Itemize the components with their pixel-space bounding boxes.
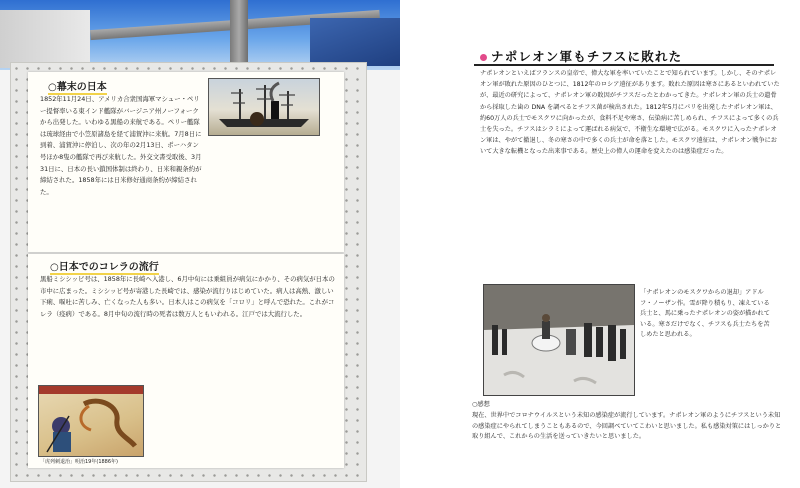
napoleon-retreat-painting — [483, 284, 635, 396]
title-rule — [474, 64, 774, 66]
thoughts-body: 現在、世界中でコロナウイルスという未知の感染症が流行しています。ナポレオン軍のようにチフスという未知の感染症にやられてしまうこともあるので、今回調べていてこわいと思いました。私も感染対策にはしっかりと取り組んで、これからの生活を送っていきたいと思いました。 — [472, 411, 782, 441]
title-bullet — [480, 54, 487, 61]
body-cholera: 黒船ミシシッピ号は、1858年に長崎へ入港し、6月中旬には乗組員が病気にかかり、その病気が日本の市中に広まった。ミシシッピ号が寄港した長崎では、感染が流行りはじめていた。病人は高熱、激しい下痢、嘔吐に苦しみ、亡くなった人も多い。日本人はこの病気を「コロリ」と呼んで恐れた。これがコレラ（疫病）である。8月中旬の流行時の死者は数万人ともいわれる。江戸では大流行した。 — [40, 275, 335, 318]
building-wall — [0, 10, 90, 68]
ukiyoe-caption: 「虎列刺退治」明治19年(1886年) — [40, 459, 118, 465]
cholera-ukiyoe-illustration — [38, 385, 144, 457]
painting-drawing — [484, 285, 634, 395]
black-ship-illustration — [208, 78, 320, 136]
thoughts-heading: ○感想 — [472, 401, 490, 408]
title-text: ナポレオン軍もチフスに敗れた — [491, 49, 683, 64]
body-bakumatsu-part1 — [40, 94, 204, 198]
right-title — [480, 47, 682, 65]
ukiyoe-drawing — [39, 386, 143, 456]
ship-drawing — [209, 79, 319, 135]
steel-pillar — [230, 0, 248, 68]
heading-bakumatsu: ○幕末の日本 — [48, 78, 107, 95]
body-bakumatsu: 1852年11月24日、アメリカ合衆国海軍マシュー・ペリー提督率いる東インド艦隊がバージニア州ノーフォークから出発した。いわゆる黒船の来航である。ペリー艦隊は琉球経由で小笠原諸島を経て浦賀沖に来航。7月8日に到着、浦賀沖に停泊し、次の年の2月13日、ポーハタン号ほか8隻の艦隊で再び来航した。外交文書受取後、3月31日に、日本の長い鎖国体制は終わり、日米和親条約が締結された。1858年には日米修好通商条約が締結された。 — [40, 95, 202, 196]
thoughts-section — [472, 400, 782, 443]
painting-caption: 「ナポレオンのモスクワからの退却」アドルフ・ノーザン作。雪が降り積もり、凍えている兵士と、馬に乗ったナポレオンの姿が描かれている。寒さだけでなく、チフスも兵士たちを苦しめたと思われる。 — [640, 289, 770, 338]
napoleon-paragraph: ナポレオンといえばフランスの皇帝で、偉大な軍を率いていたことで知られています。しかし、そのナポレオン軍が敗れた原因のひとつに、1812年のロシア遠征があります。敗れた原因は寒さにあるといわれていたが、最近の研究によって、ナポレオン軍の敗因がチフスだったとわかってきた。ナポレオン軍の兵士の遺骨から採取した歯の DNA を調べるとチフス菌が検出された。1812年5月にパリを出発したナポレオン軍は、約60万人の兵士でモスクワに向かったが、食料不足や寒さ、伝染病に苦しめられ、チフスによって多くの兵士を失った。チフスはシラミによって運ばれる病気で、不衛生な環境で広がる。モスクワに入ったナポレオン軍は、やがて撤退し、冬の寒さの中で多くの兵士が命を落とした。モスクワ遠征は、ナポレオン戦争において大きな転機となった出来事である。歴史上の偉人の運命を変えたのは感染症だった。 — [480, 70, 780, 156]
heading-cholera: ○日本でのコレラの流行 — [50, 258, 159, 275]
blue-roof — [310, 18, 400, 66]
